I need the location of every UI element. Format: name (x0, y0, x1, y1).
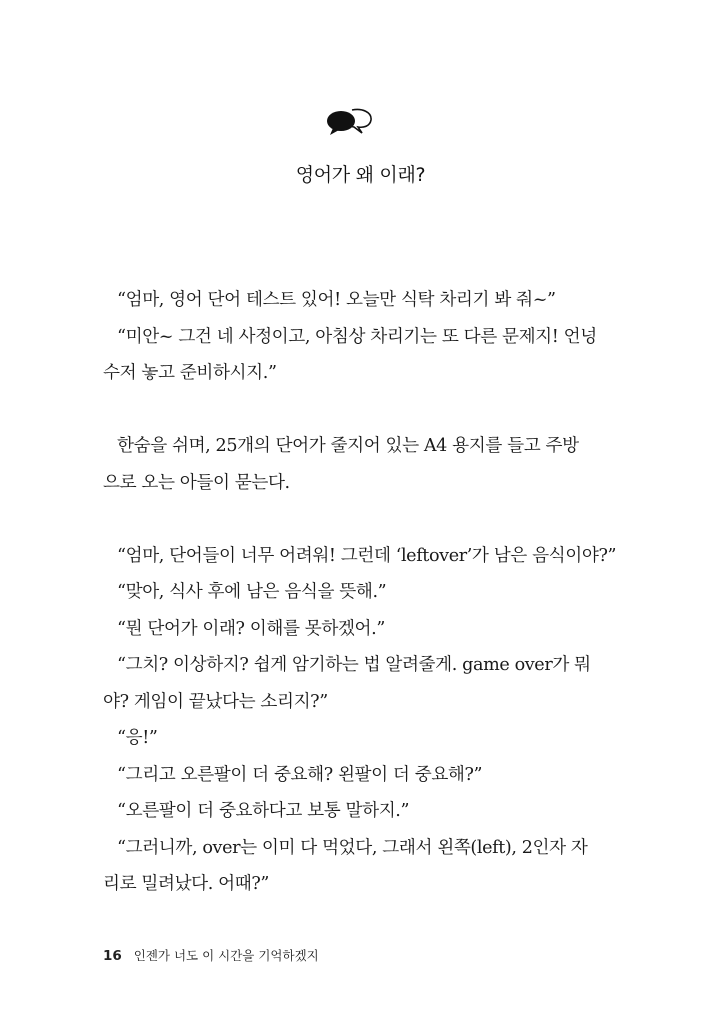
page-footer (103, 946, 319, 964)
text-line: 한숨을 쉬며, 25개의 단어가 줄지어 있는 A4 용지를 들고 주방 (117, 436, 579, 456)
text-line: “그치? 이상하지? 쉽게 암기하는 법 알려줄게. game over가 뭐 (117, 655, 591, 675)
text-line: 야? 게임이 끝났다는 소리지?” (103, 691, 328, 712)
text-line: “그리고 오른팔이 더 중요해? 왼팔이 더 중요해?” (117, 764, 483, 785)
text-line: “엄마, 단어들이 너무 어려워! 그런데 ‘leftover’가 남은 음식이야?” (117, 545, 617, 566)
text-line: “응!” (117, 728, 158, 748)
text-line: “그러니까, over는 이미 다 먹었다, 그래서 왼쪽(left), 2인자 자 (117, 837, 588, 858)
text-line: “미안~ 그건 네 사정이고, 아침상 차리기는 또 다른 문제지! 언넝 (117, 326, 597, 347)
text-line: 으로 오는 아들이 묻는다. (103, 472, 290, 493)
section-title: 영어가 왜 이래? (295, 164, 426, 186)
paragraph-gap (103, 392, 623, 429)
text-line: “뭔 단어가 이래? 이해를 못하겠어.” (117, 618, 385, 639)
speech-bubbles-icon (326, 106, 374, 138)
body-text (103, 282, 623, 903)
text-line: 리로 밀려났다. 어때?” (103, 874, 269, 894)
running-title: 인젠가 너도 이 시간을 기억하겠지 (133, 948, 319, 963)
text-line: “엄마, 영어 단어 테스트 있어! 오늘만 식탁 차리기 봐 줘~” (117, 290, 556, 310)
text-line: “오른팔이 더 중요하다고 보통 말하지.” (117, 801, 410, 821)
text-line: “맞아, 식사 후에 남은 음식을 뜻해.” (117, 582, 387, 602)
text-line: 수저 놓고 준비하시지.” (103, 363, 277, 383)
page-number: 16 (103, 948, 122, 964)
paragraph-gap (103, 501, 623, 538)
